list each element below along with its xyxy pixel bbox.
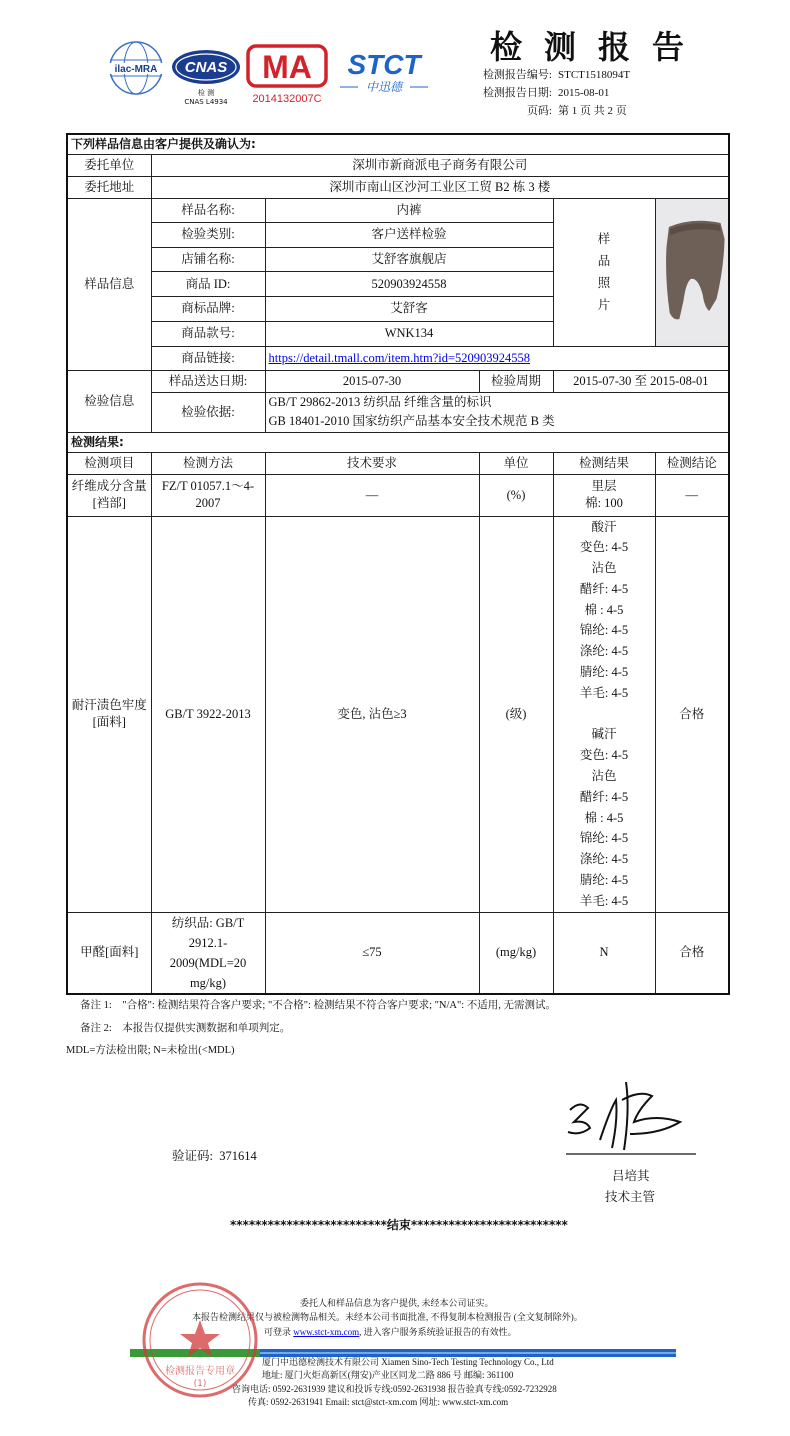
sample-field-value: 客户送样检验 — [265, 223, 553, 248]
section-results: 检测结果: — [67, 432, 729, 452]
report-date-line — [466, 84, 609, 100]
result-unit: (mg/kg) — [479, 912, 553, 994]
basis-line: GB/T 29862-2013 纺织品 纤维含量的标识 — [268, 395, 492, 409]
section-sample-info: 下列样品信息由客户提供及确认为: — [67, 134, 729, 154]
result-line: 腈纶: 4-5 — [579, 873, 629, 888]
footer-website-link[interactable]: www.stct-xm.com — [293, 1327, 360, 1337]
sample-field-value: 内裤 — [265, 198, 553, 223]
table-row — [67, 516, 729, 912]
page-label: 页码: — [526, 105, 552, 117]
note1-label: 备注 1: — [80, 1000, 112, 1011]
result-line: 醋纤: 4-5 — [579, 581, 629, 596]
report-no-line — [466, 66, 630, 82]
cma-logo — [248, 46, 326, 105]
result-line: 里层 — [591, 479, 617, 493]
result-item: 甲醛[面料] — [67, 912, 151, 994]
sample-field-label: 样品名称: — [151, 198, 265, 223]
result-item: 纤维成分含量[裆部] — [67, 474, 151, 516]
handwritten-signature — [560, 1070, 700, 1156]
photo-label-char: 片 — [597, 298, 611, 312]
result-line: 沾色 — [591, 561, 617, 576]
sample-photo — [655, 198, 729, 346]
footer-line2: 本报告检测结果仅与被检测物品相关。未经本公司书面批准, 不得复制本检测报告 (全文复制除外)。 — [192, 1312, 583, 1322]
note-3: MDL=方法检出限; N=未检出(<MDL) — [66, 1045, 235, 1056]
signer-role: 技术主管 — [605, 1190, 656, 1204]
basis-value — [265, 392, 729, 432]
stct-text: STCT — [347, 49, 421, 80]
verify-code: 371614 — [219, 1149, 257, 1163]
result-conclusion: — — [655, 474, 729, 516]
signature — [560, 1070, 700, 1160]
footer-verify-prefix: 可登录 — [264, 1327, 292, 1337]
footer-line1: 委托人和样品信息为客户提供, 未经本公司证实。 — [300, 1298, 494, 1308]
result-line: 变色: 4-5 — [579, 748, 629, 763]
result-values — [553, 516, 655, 912]
end-marker: *************************结束************************* — [230, 1218, 568, 1232]
col-header: 检测结论 — [655, 452, 729, 474]
result-line: 锦纶: 4-5 — [579, 831, 629, 846]
photo-label-char: 品 — [597, 254, 611, 268]
sample-field-value: WNK134 — [265, 321, 553, 346]
report-no-label: 检测报告编号: — [482, 69, 552, 81]
client-value: 深圳市新商派电子商务有限公司 — [151, 154, 729, 176]
cnas-sub1: 检 测 — [197, 89, 215, 97]
stct-logo — [340, 49, 428, 94]
verify-label: 验证码: — [172, 1149, 213, 1163]
result-line: 涤纶: 4-5 — [579, 852, 629, 867]
result-line: 腈纶: 4-5 — [579, 665, 629, 680]
report-date-label: 检测报告日期: — [482, 87, 552, 99]
ma-code: 2014132007C — [252, 93, 322, 105]
basis-label: 检验依据: — [151, 392, 265, 432]
result-method: FZ/T 01057.1～4-2007 — [151, 474, 265, 516]
result-spacer — [557, 704, 652, 725]
result-line: 醋纤: 4-5 — [579, 789, 629, 804]
sample-field-value: 艾舒客旗舰店 — [265, 247, 553, 272]
photo-label — [553, 198, 655, 346]
result-method: 纺织品: GB/T 2912.1-2009(MDL=20 mg/kg) — [151, 912, 265, 994]
certification-logos — [104, 30, 444, 110]
result-line: 棉 : 4-5 — [584, 810, 624, 825]
col-header: 单位 — [479, 452, 553, 474]
result-line: 羊毛: 4-5 — [579, 685, 629, 700]
client-label: 委托单位 — [67, 154, 151, 176]
basis-line: GB 18401-2010 国家纺织产品基本安全技术规范 B 类 — [268, 414, 555, 428]
footer-address: 地址: 厦门火炬高新区(翔安)产业区同龙二路 886 号 邮编: 361100 — [262, 1370, 514, 1380]
header-logos — [104, 30, 444, 110]
link-cell — [265, 346, 729, 370]
sample-field-label: 商标品牌: — [151, 297, 265, 322]
result-unit: (级) — [479, 516, 553, 912]
link-label: 商品链接: — [151, 346, 265, 370]
report-no: STCT1518094T — [558, 69, 631, 81]
seal-stamp-icon — [140, 1280, 260, 1400]
sample-field-value: 艾舒客 — [265, 297, 553, 322]
report-title: 检测报告 — [490, 28, 707, 66]
result-item: 耐汗渍色牢度[面料] — [67, 516, 151, 912]
cnas-logo — [172, 50, 240, 106]
col-header: 检测项目 — [67, 452, 151, 474]
sample-field-value: 520903924558 — [265, 272, 553, 297]
sample-field-label: 商品款号: — [151, 321, 265, 346]
table-row — [67, 474, 729, 516]
underwear-image — [656, 199, 729, 341]
stct-cn: 中迅德 — [365, 80, 403, 94]
address-value: 深圳市南山区沙河工业区工贸 B2 栋 3 楼 — [151, 176, 729, 198]
result-method: GB/T 3922-2013 — [151, 516, 265, 912]
inspect-label: 检验信息 — [67, 370, 151, 432]
address-label: 委托地址 — [67, 176, 151, 198]
seal-text: 检测报告专用章 — [165, 1366, 235, 1377]
photo-label-char: 样 — [597, 232, 611, 246]
period-label: 检验周期 — [479, 370, 553, 392]
result-req: ≤75 — [265, 912, 479, 994]
result-conclusion: 合格 — [655, 912, 729, 994]
report-date: 2015-08-01 — [558, 87, 610, 99]
result-line: 碱汗 — [591, 727, 617, 742]
sample-info-label: 样品信息 — [67, 198, 151, 370]
signer-name: 吕培其 — [612, 1169, 650, 1183]
col-header: 检测方法 — [151, 452, 265, 474]
photo-label-char: 照 — [597, 276, 611, 290]
note-2 — [80, 1020, 290, 1035]
product-link[interactable]: https://detail.tmall.com/item.htm?id=520903924558 — [268, 350, 531, 365]
ilac-text: ilac-MRA — [114, 64, 158, 75]
result-line: 涤纶: 4-5 — [579, 644, 629, 659]
result-line: 羊毛: 4-5 — [579, 893, 629, 908]
result-conclusion: 合格 — [655, 516, 729, 912]
result-values: N — [553, 912, 655, 994]
col-header: 技术要求 — [265, 452, 479, 474]
report-table — [66, 133, 730, 995]
note1-text: "合格": 检测结果符合客户要求; "不合格": 检测结果不符合客户要求; "N/A": 不适用, 无需测试。 — [122, 1000, 557, 1011]
note2-label: 备注 2: — [80, 1023, 112, 1034]
result-req: — — [265, 474, 479, 516]
page-line — [466, 102, 627, 118]
result-unit: (%) — [479, 474, 553, 516]
sample-field-label: 检验类别: — [151, 223, 265, 248]
page-value: 第 1 页 共 2 页 — [558, 105, 627, 117]
sample-field-label: 商品 ID: — [151, 272, 265, 297]
result-line: 棉 : 4-5 — [584, 602, 624, 617]
official-seal — [140, 1280, 260, 1404]
ilac-mra-logo — [108, 42, 164, 94]
cnas-text: CNAS — [184, 59, 228, 76]
result-line: 沾色 — [591, 769, 617, 784]
result-line: 锦纶: 4-5 — [579, 623, 629, 638]
result-values — [553, 474, 655, 516]
seal-number: (1) — [193, 1379, 207, 1389]
delivery-date: 2015-07-30 — [265, 370, 479, 392]
result-req: 变色, 沾色≥3 — [265, 516, 479, 912]
ma-text: MA — [262, 49, 312, 85]
footer-verify-suffix: , 进入客户服务系统验证报告的有效性。 — [359, 1327, 517, 1337]
result-line: 酸汗 — [591, 519, 617, 534]
sample-field-label: 店铺名称: — [151, 247, 265, 272]
col-header: 检测结果 — [553, 452, 655, 474]
delivery-label: 样品送达日期: — [151, 370, 265, 392]
verify-code-line — [172, 1146, 257, 1164]
footer-line3 — [264, 1325, 517, 1338]
note-1 — [80, 997, 556, 1012]
result-line: 棉: 100 — [585, 496, 623, 510]
footer-phones: 咨询电话: 0592-2631939 建议和投诉专线:0592-2631938 报告验真专线:0592-7232928 — [232, 1384, 557, 1394]
period-value: 2015-07-30 至 2015-08-01 — [553, 370, 729, 392]
footer-fax: 传真: 0592-2631941 Email: stct@stct-xm.com 网址: www.stct-xm.com — [248, 1397, 509, 1407]
footer-company: 厦门中迅德检测技术有限公司 Xiamen Sino-Tech Testing Technology Co., Ltd — [262, 1357, 554, 1367]
table-row — [67, 912, 729, 994]
note2-text: 本报告仅提供实测数据和单项判定。 — [122, 1023, 291, 1034]
result-line: 变色: 4-5 — [579, 540, 629, 555]
cnas-sub2: CNAS L4934 — [184, 98, 228, 106]
